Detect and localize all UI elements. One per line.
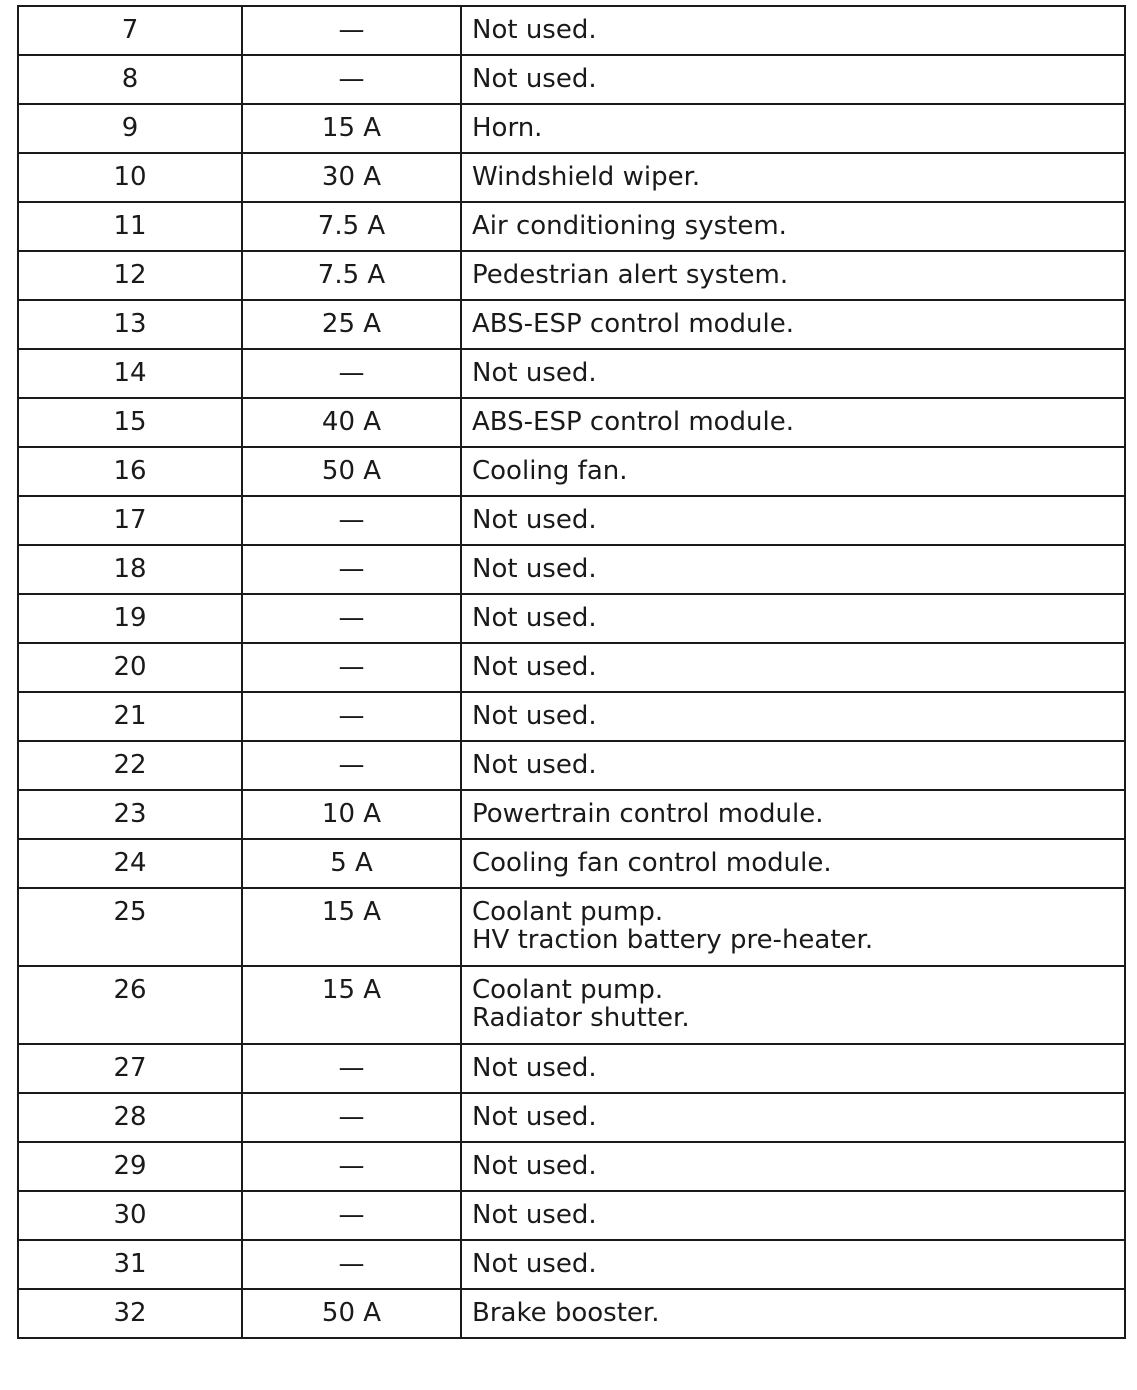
table-row bbox=[18, 55, 1125, 104]
fuse-number-cell: 20 bbox=[18, 643, 242, 692]
fuse-number-cell: 31 bbox=[18, 1240, 242, 1289]
protected-component-text: ABS-ESP control module. bbox=[472, 309, 795, 339]
table-row bbox=[18, 643, 1125, 692]
protected-component-text: Not used. bbox=[472, 1053, 597, 1083]
protected-component-cell bbox=[461, 1240, 1125, 1289]
protected-component-cell bbox=[461, 1142, 1125, 1191]
protected-component-text: Not used. bbox=[472, 701, 597, 731]
protected-component-cell bbox=[461, 153, 1125, 202]
table-row bbox=[18, 251, 1125, 300]
protected-component-text: Coolant pump. bbox=[472, 975, 664, 1005]
protected-component-cell bbox=[461, 202, 1125, 251]
table-row bbox=[18, 300, 1125, 349]
fuse-amp-rating-cell: — bbox=[242, 643, 461, 692]
fuse-amp-rating-cell: — bbox=[242, 55, 461, 104]
table-row bbox=[18, 202, 1125, 251]
protected-component-text: Cooling fan control module. bbox=[472, 848, 832, 878]
fuse-amp-rating-cell: 25 A bbox=[242, 300, 461, 349]
protected-component-text: Not used. bbox=[472, 1200, 597, 1230]
fuse-number-cell: 25 bbox=[18, 888, 242, 966]
fuse-number-cell: 13 bbox=[18, 300, 242, 349]
protected-component-cell bbox=[461, 545, 1125, 594]
fuse-amp-rating-cell: 7.5 A bbox=[242, 202, 461, 251]
protected-component-text: Powertrain control module. bbox=[472, 799, 824, 829]
table-row bbox=[18, 888, 1125, 966]
protected-component-text: Not used. bbox=[472, 1249, 597, 1279]
fuse-amp-rating-cell: — bbox=[242, 692, 461, 741]
protected-component-text: Radiator shutter. bbox=[472, 1003, 690, 1033]
protected-component-text: Not used. bbox=[472, 1151, 597, 1181]
fuse-number-cell: 19 bbox=[18, 594, 242, 643]
fuse-number-cell: 22 bbox=[18, 741, 242, 790]
table-row bbox=[18, 545, 1125, 594]
table-row bbox=[18, 1240, 1125, 1289]
protected-component-text: Coolant pump. bbox=[472, 897, 664, 927]
protected-component-cell bbox=[461, 104, 1125, 153]
protected-component-text: Not used. bbox=[472, 603, 597, 633]
protected-component-cell bbox=[461, 966, 1125, 1044]
protected-component-text: Windshield wiper. bbox=[472, 162, 701, 192]
fuse-amp-rating-cell: — bbox=[242, 1240, 461, 1289]
protected-component-cell bbox=[461, 398, 1125, 447]
protected-component-cell bbox=[461, 1044, 1125, 1093]
protected-component-cell bbox=[461, 349, 1125, 398]
table-row bbox=[18, 692, 1125, 741]
table-row bbox=[18, 1142, 1125, 1191]
protected-component-cell bbox=[461, 447, 1125, 496]
table-row bbox=[18, 104, 1125, 153]
fuse-number-cell: 16 bbox=[18, 447, 242, 496]
protected-component-cell bbox=[461, 888, 1125, 966]
fuse-amp-rating-cell: 40 A bbox=[242, 398, 461, 447]
fuse-table-body bbox=[18, 6, 1125, 1338]
protected-component-cell bbox=[461, 251, 1125, 300]
fuse-number-cell: 30 bbox=[18, 1191, 242, 1240]
fuse-amp-rating-cell: 15 A bbox=[242, 888, 461, 966]
fuse-number-cell: 27 bbox=[18, 1044, 242, 1093]
protected-component-text: HV traction battery pre-heater. bbox=[472, 925, 874, 955]
protected-component-text: Not used. bbox=[472, 64, 597, 94]
protected-component-cell bbox=[461, 55, 1125, 104]
fuse-number-cell: 21 bbox=[18, 692, 242, 741]
table-row bbox=[18, 839, 1125, 888]
protected-component-cell bbox=[461, 839, 1125, 888]
table-row bbox=[18, 349, 1125, 398]
protected-component-text: Not used. bbox=[472, 505, 597, 535]
fuse-number-cell: 15 bbox=[18, 398, 242, 447]
protected-component-text: Not used. bbox=[472, 358, 597, 388]
fuse-table bbox=[17, 5, 1126, 1339]
table-row bbox=[18, 1191, 1125, 1240]
table-row bbox=[18, 6, 1125, 55]
fuse-amp-rating-cell: — bbox=[242, 1044, 461, 1093]
fuse-amp-rating-cell: 10 A bbox=[242, 790, 461, 839]
table-row bbox=[18, 966, 1125, 1044]
fuse-amp-rating-cell: — bbox=[242, 349, 461, 398]
table-row bbox=[18, 447, 1125, 496]
fuse-number-cell: 29 bbox=[18, 1142, 242, 1191]
table-row bbox=[18, 790, 1125, 839]
protected-component-cell bbox=[461, 790, 1125, 839]
protected-component-cell bbox=[461, 1093, 1125, 1142]
protected-component-cell bbox=[461, 594, 1125, 643]
fuse-number-cell: 23 bbox=[18, 790, 242, 839]
fuse-amp-rating-cell: — bbox=[242, 545, 461, 594]
fuse-number-cell: 26 bbox=[18, 966, 242, 1044]
fuse-amp-rating-cell: 50 A bbox=[242, 447, 461, 496]
fuse-number-cell: 8 bbox=[18, 55, 242, 104]
fuse-amp-rating-cell: — bbox=[242, 594, 461, 643]
fuse-amp-rating-cell: 7.5 A bbox=[242, 251, 461, 300]
fuse-amp-rating-cell: — bbox=[242, 1191, 461, 1240]
fuse-amp-rating-cell: — bbox=[242, 1142, 461, 1191]
table-row bbox=[18, 496, 1125, 545]
protected-component-cell bbox=[461, 496, 1125, 545]
fuse-number-cell: 9 bbox=[18, 104, 242, 153]
fuse-amp-rating-cell: 30 A bbox=[242, 153, 461, 202]
protected-component-text: Pedestrian alert system. bbox=[472, 260, 789, 290]
protected-component-text: Not used. bbox=[472, 652, 597, 682]
fuse-number-cell: 14 bbox=[18, 349, 242, 398]
protected-component-cell bbox=[461, 741, 1125, 790]
protected-component-text: Not used. bbox=[472, 554, 597, 584]
fuse-amp-rating-cell: 15 A bbox=[242, 104, 461, 153]
protected-component-text: Not used. bbox=[472, 750, 597, 780]
table-row bbox=[18, 153, 1125, 202]
protected-component-cell bbox=[461, 1191, 1125, 1240]
fuse-amp-rating-cell: — bbox=[242, 1093, 461, 1142]
fuse-number-cell: 17 bbox=[18, 496, 242, 545]
table-row bbox=[18, 741, 1125, 790]
table-row bbox=[18, 1044, 1125, 1093]
fuse-number-cell: 28 bbox=[18, 1093, 242, 1142]
protected-component-cell bbox=[461, 643, 1125, 692]
protected-component-text: Brake booster. bbox=[472, 1298, 660, 1328]
fuse-number-cell: 10 bbox=[18, 153, 242, 202]
protected-component-cell bbox=[461, 1289, 1125, 1338]
fuse-number-cell: 24 bbox=[18, 839, 242, 888]
protected-component-cell bbox=[461, 6, 1125, 55]
protected-component-text: ABS-ESP control module. bbox=[472, 407, 795, 437]
protected-component-cell bbox=[461, 692, 1125, 741]
fuse-amp-rating-cell: 15 A bbox=[242, 966, 461, 1044]
table-row bbox=[18, 398, 1125, 447]
fuse-amp-rating-cell: — bbox=[242, 496, 461, 545]
fuse-number-cell: 7 bbox=[18, 6, 242, 55]
fuse-amp-rating-cell: 50 A bbox=[242, 1289, 461, 1338]
table-row bbox=[18, 1093, 1125, 1142]
protected-component-text: Air conditioning system. bbox=[472, 211, 787, 241]
protected-component-text: Cooling fan. bbox=[472, 456, 628, 486]
fuse-number-cell: 32 bbox=[18, 1289, 242, 1338]
fuse-amp-rating-cell: — bbox=[242, 741, 461, 790]
fuse-amp-rating-cell: — bbox=[242, 6, 461, 55]
fuse-number-cell: 18 bbox=[18, 545, 242, 594]
table-row bbox=[18, 594, 1125, 643]
table-row bbox=[18, 1289, 1125, 1338]
protected-component-text: Horn. bbox=[472, 113, 543, 143]
protected-component-text: Not used. bbox=[472, 15, 597, 45]
fuse-number-cell: 12 bbox=[18, 251, 242, 300]
fuse-amp-rating-cell: 5 A bbox=[242, 839, 461, 888]
protected-component-text: Not used. bbox=[472, 1102, 597, 1132]
fuse-number-cell: 11 bbox=[18, 202, 242, 251]
protected-component-cell bbox=[461, 300, 1125, 349]
